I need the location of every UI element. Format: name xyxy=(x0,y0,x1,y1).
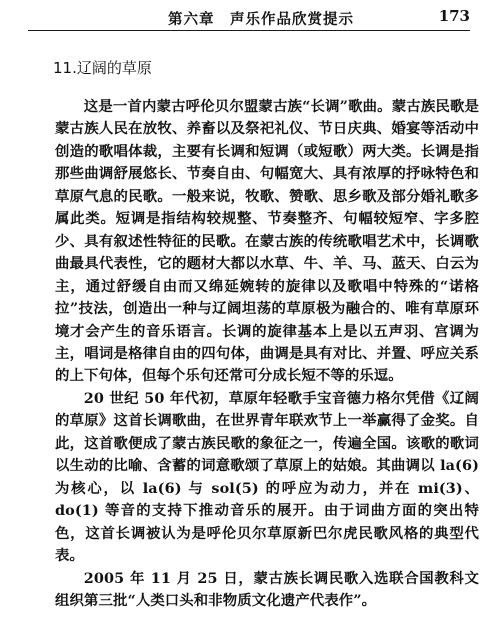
header-divider xyxy=(28,30,470,31)
section-title: 11.辽阔的草原 xyxy=(53,59,152,77)
running-header xyxy=(28,6,470,32)
paragraph-unesco: 2005 年 11 月 25 日，蒙古族长调民歌入选联合国教科文组织第三批“人类口头和非物质文化遗产代表作”。 xyxy=(55,569,479,609)
chapter-header-title: 第六章 声乐作品欣赏提示 xyxy=(168,11,354,28)
body-text xyxy=(55,96,479,612)
paragraph-history: 20 世纪 50 年代初，草原年轻歌手宝音德力格尔凭借《辽阔的草原》这首长调歌曲，在世界青年联欢节上一举赢得了金奖。自此，这首歌便成了蒙古族民歌的象征之一，传遍全国。该歌的歌词以生动的比喻、含蓄的词意歌颂了草原上的姑娘。其曲调以 la(6) 为核心，以 la(6) 与 sol(5) 的呼应为动力，并在 mi(3)、do(1) 等音的支持下推动音乐的展开。由于词曲方面的突出特色，这首长调被认为是呼伦贝尔草原新巴尔虎民歌风格的典型代表。 xyxy=(55,389,479,565)
paragraph-intro: 这是一首内蒙古呼伦贝尔盟蒙古族“长调”歌曲。蒙古族民歌是蒙古族人民在放牧、养畜以及祭祀礼仪、节日庆典、婚宴等活动中创造的歌唱体裁，主要有长调和短调（或短歌）两大类。长调是指那些曲调舒展悠长、节奏自由、句幅宽大、具有浓厚的抒咏特色和草原气息的民歌。一般来说，牧歌、赞歌、思乡歌及部分婚礼歌多属此类。短调是指结构较规整、节奏整齐、句幅较短窄、字多腔少、具有叙述性特征的民歌。在蒙古族的传统歌唱艺术中，长调歌曲最具代表性，它的题材大都以水草、牛、羊、马、蓝天、白云为主，通过舒缓自由而又绵延婉转的旋律以及歌唱中特殊的“诺格拉”技法，创造出一种与辽阔坦荡的草原极为融合的、唯有草原环境才会产生的音乐语言。长调的旋律基本上是以五声羽、宫调为主，唱词是格律自由的四句体，曲调是具有对比、并置、呼应关系的上下句体，但每个乐句还常可分成长短不等的乐逗。 xyxy=(55,98,479,385)
page-number: 173 xyxy=(438,7,470,25)
